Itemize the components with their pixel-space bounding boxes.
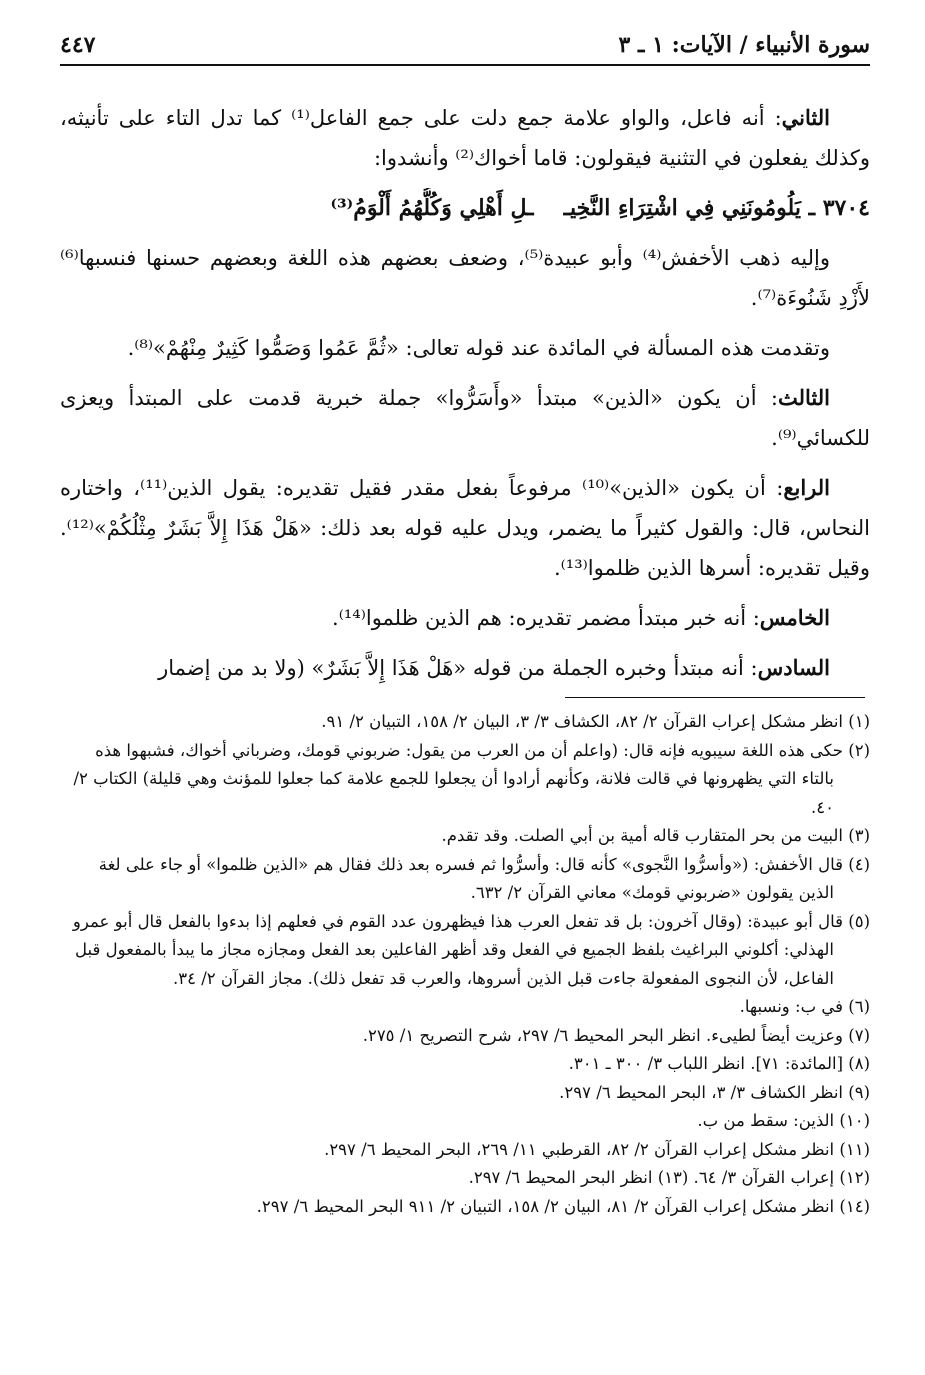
footnote-item: (١٤) انظر مشكل إعراب القرآن ٢/ ٨١، البيان ٢/ ١٥٨، التبيان ٢/ ٩١١ البحر المحيط ٦/ ٢٩٧. <box>256 1196 870 1216</box>
main-text <box>60 98 870 698</box>
verse-first-hemistich: يَلُومُونَنِي فِي اشْتِرَاءِ النَّخِيـ <box>563 195 801 221</box>
page-number: ٤٤٧ <box>60 32 96 58</box>
paragraph-text: وتقدمت هذه المسألة في المائدة عند قوله تعالى: «ثُمَّ عَمُوا وَصَمُّوا كَثِيرٌ مِنْهُمْ»⁽⁸⁾. <box>127 336 830 360</box>
paragraph-lead: الرابع <box>783 475 831 500</box>
paragraph-third <box>60 378 870 458</box>
footnote-item: (٥) قال أبو عبيدة: (وقال آخرون: بل قد تفعل العرب هذا فيظهرون عدد القوم في فعلهم إذا بدءوا بالفعل قال أبو عمرو الهذلي: أكلوني البراغيث بلفظ الجميع في الفعل وقد أظهر الفاعلين بعد الفعل ومجازه مجاز ما يبدأ بالمفعول قبل الفاعل، لأن النجوى المفعولة جاءت قبل الذين أسروها، والعرب قد تفعل ذلك). مجاز القرآن ٢/ ٣٤. <box>72 911 870 988</box>
paragraph-lead: الخامس <box>759 605 830 630</box>
paragraph-text: وإليه ذهب الأخفش⁽⁴⁾ وأبو عبيدة⁽⁵⁾، وضعف بعضهم هذه اللغة وبعضهم حسنها فنسبها⁽⁶⁾ لأَزْدِ شَنُوءَة⁽⁷⁾. <box>60 246 870 310</box>
footnotes <box>60 708 870 1221</box>
verse-second-hemistich: ـلِ أَهْلِي وَكُلُّهُمُ أَلْوَمُ⁽³⁾ <box>330 195 534 221</box>
header-rule <box>60 64 870 66</box>
paragraph-maida <box>60 328 870 368</box>
paragraph-text: : أنه خبر مبتدأ مضمر تقديره: هم الذين ظلموا⁽¹⁴⁾. <box>332 606 760 630</box>
footnote-item: (٣) البيت من بحر المتقارب قاله أمية بن أبي الصلت. وقد تقدم. <box>441 826 870 845</box>
paragraph-text: : أنه فاعل، والواو علامة جمع دلت على جمع الفاعل⁽¹⁾ كما تدل التاء على تأنيثه، وكذلك يفعلون في التثنية فيقولون: قاما أخواك⁽²⁾ وأنشدوا: <box>60 106 870 170</box>
paragraph-text: : أنه مبتدأ وخبره الجملة من قوله «هَلْ هَذَا إِلاَّ بَشَرٌ» (ولا بد من إضمار <box>158 656 758 680</box>
paragraph-lead: الثاني <box>781 105 830 130</box>
footnote-item: (٨) [المائدة: ٧١]. انظر اللباب ٣/ ٣٠٠ ـ ٣٠١. <box>568 1054 870 1073</box>
verse-number: ٣٧٠٤ ـ <box>808 195 870 221</box>
footnote-item: (٩) انظر الكشاف ٣/ ٣، البحر المحيط ٦/ ٢٩٧. <box>559 1082 870 1102</box>
footnote-item: (٤) قال الأخفش: («وأسرُّوا النَّجوى» كأنه قال: وأسرُّوا ثم فسره بعد ذلك فقال هم «الذين ظلموا» أو جاء على لغة الذين يقولون «ضربوني قومك» معاني القرآن ٢/ ٦٣٢. <box>98 854 870 902</box>
paragraph-lead: السادس <box>757 655 830 680</box>
surah-title: سورة الأنبياء / الآيات: ١ ـ ٣ <box>618 32 870 58</box>
paragraph-second <box>60 98 870 178</box>
footnote-item: (١٠) الذين: سقط من ب. <box>697 1111 870 1130</box>
footnote-item: (١) انظر مشكل إعراب القرآن ٢/ ٨٢، الكشاف ٣/ ٣، البيان ٢/ ١٥٨، التبيان ٢/ ٩١. <box>321 712 870 731</box>
paragraph-text: : أن يكون «الذين»⁽¹⁰⁾ مرفوعاً بفعل مقدر فقيل تقديره: يقول الذين⁽¹¹⁾، واختاره النحاس، قال: والقول كثيراً ما يضمر، ويدل عليه قوله بعد ذلك: «هَلْ هَذَا إِلاَّ بَشَرٌ مِثْلُكُمْ»⁽¹²⁾. وقيل تقديره: أسرها الذين ظلموا⁽¹³⁾. <box>60 476 870 580</box>
footnote-item: (١٢) إعراب القرآن ٣/ ٦٤. (١٣) انظر البحر المحيط ٦/ ٢٩٧. <box>468 1168 870 1187</box>
poetry-verse <box>60 188 870 228</box>
paragraph-fourth <box>60 468 870 588</box>
footnote-item: (١١) انظر مشكل إعراب القرآن ٢/ ٨٢، القرطبي ١١/ ٢٦٩، البحر المحيط ٦/ ٢٩٧. <box>324 1139 870 1159</box>
footnote-separator <box>565 697 865 698</box>
paragraph-fifth <box>60 598 870 638</box>
footnote-item: (٧) وعزيت أيضاً لطيىء. انظر البحر المحيط ٦/ ٢٩٧، شرح التصريح ١/ ٢٧٥. <box>362 1025 870 1045</box>
paragraph-sixth <box>60 648 870 688</box>
footnote-item: (٦) في ب: ونسبها. <box>739 997 870 1016</box>
page-header <box>60 28 870 68</box>
paragraph-text: : أن يكون «الذين» مبتدأ «وأَسَرُّوا» جملة خبرية قدمت على المبتدأ ويعزى للكسائي⁽⁹⁾. <box>60 386 870 450</box>
paragraph-lead: الثالث <box>778 385 830 410</box>
paragraph-akhfash <box>60 238 870 318</box>
footnote-item: (٢) حكى هذه اللغة سيبويه فإنه قال: (واعلم أن من العرب من يقول: ضربوني قومك، وضرباني أخواك، فشبهوا هذه بالتاء التي يظهرونها في قالت فلانة، وكأنهم أرادوا أن يجعلوا للجمع علامة كما جعلوا للمؤنث وهي قليلة) الكتاب ٢/ ٤٠. <box>73 740 870 817</box>
